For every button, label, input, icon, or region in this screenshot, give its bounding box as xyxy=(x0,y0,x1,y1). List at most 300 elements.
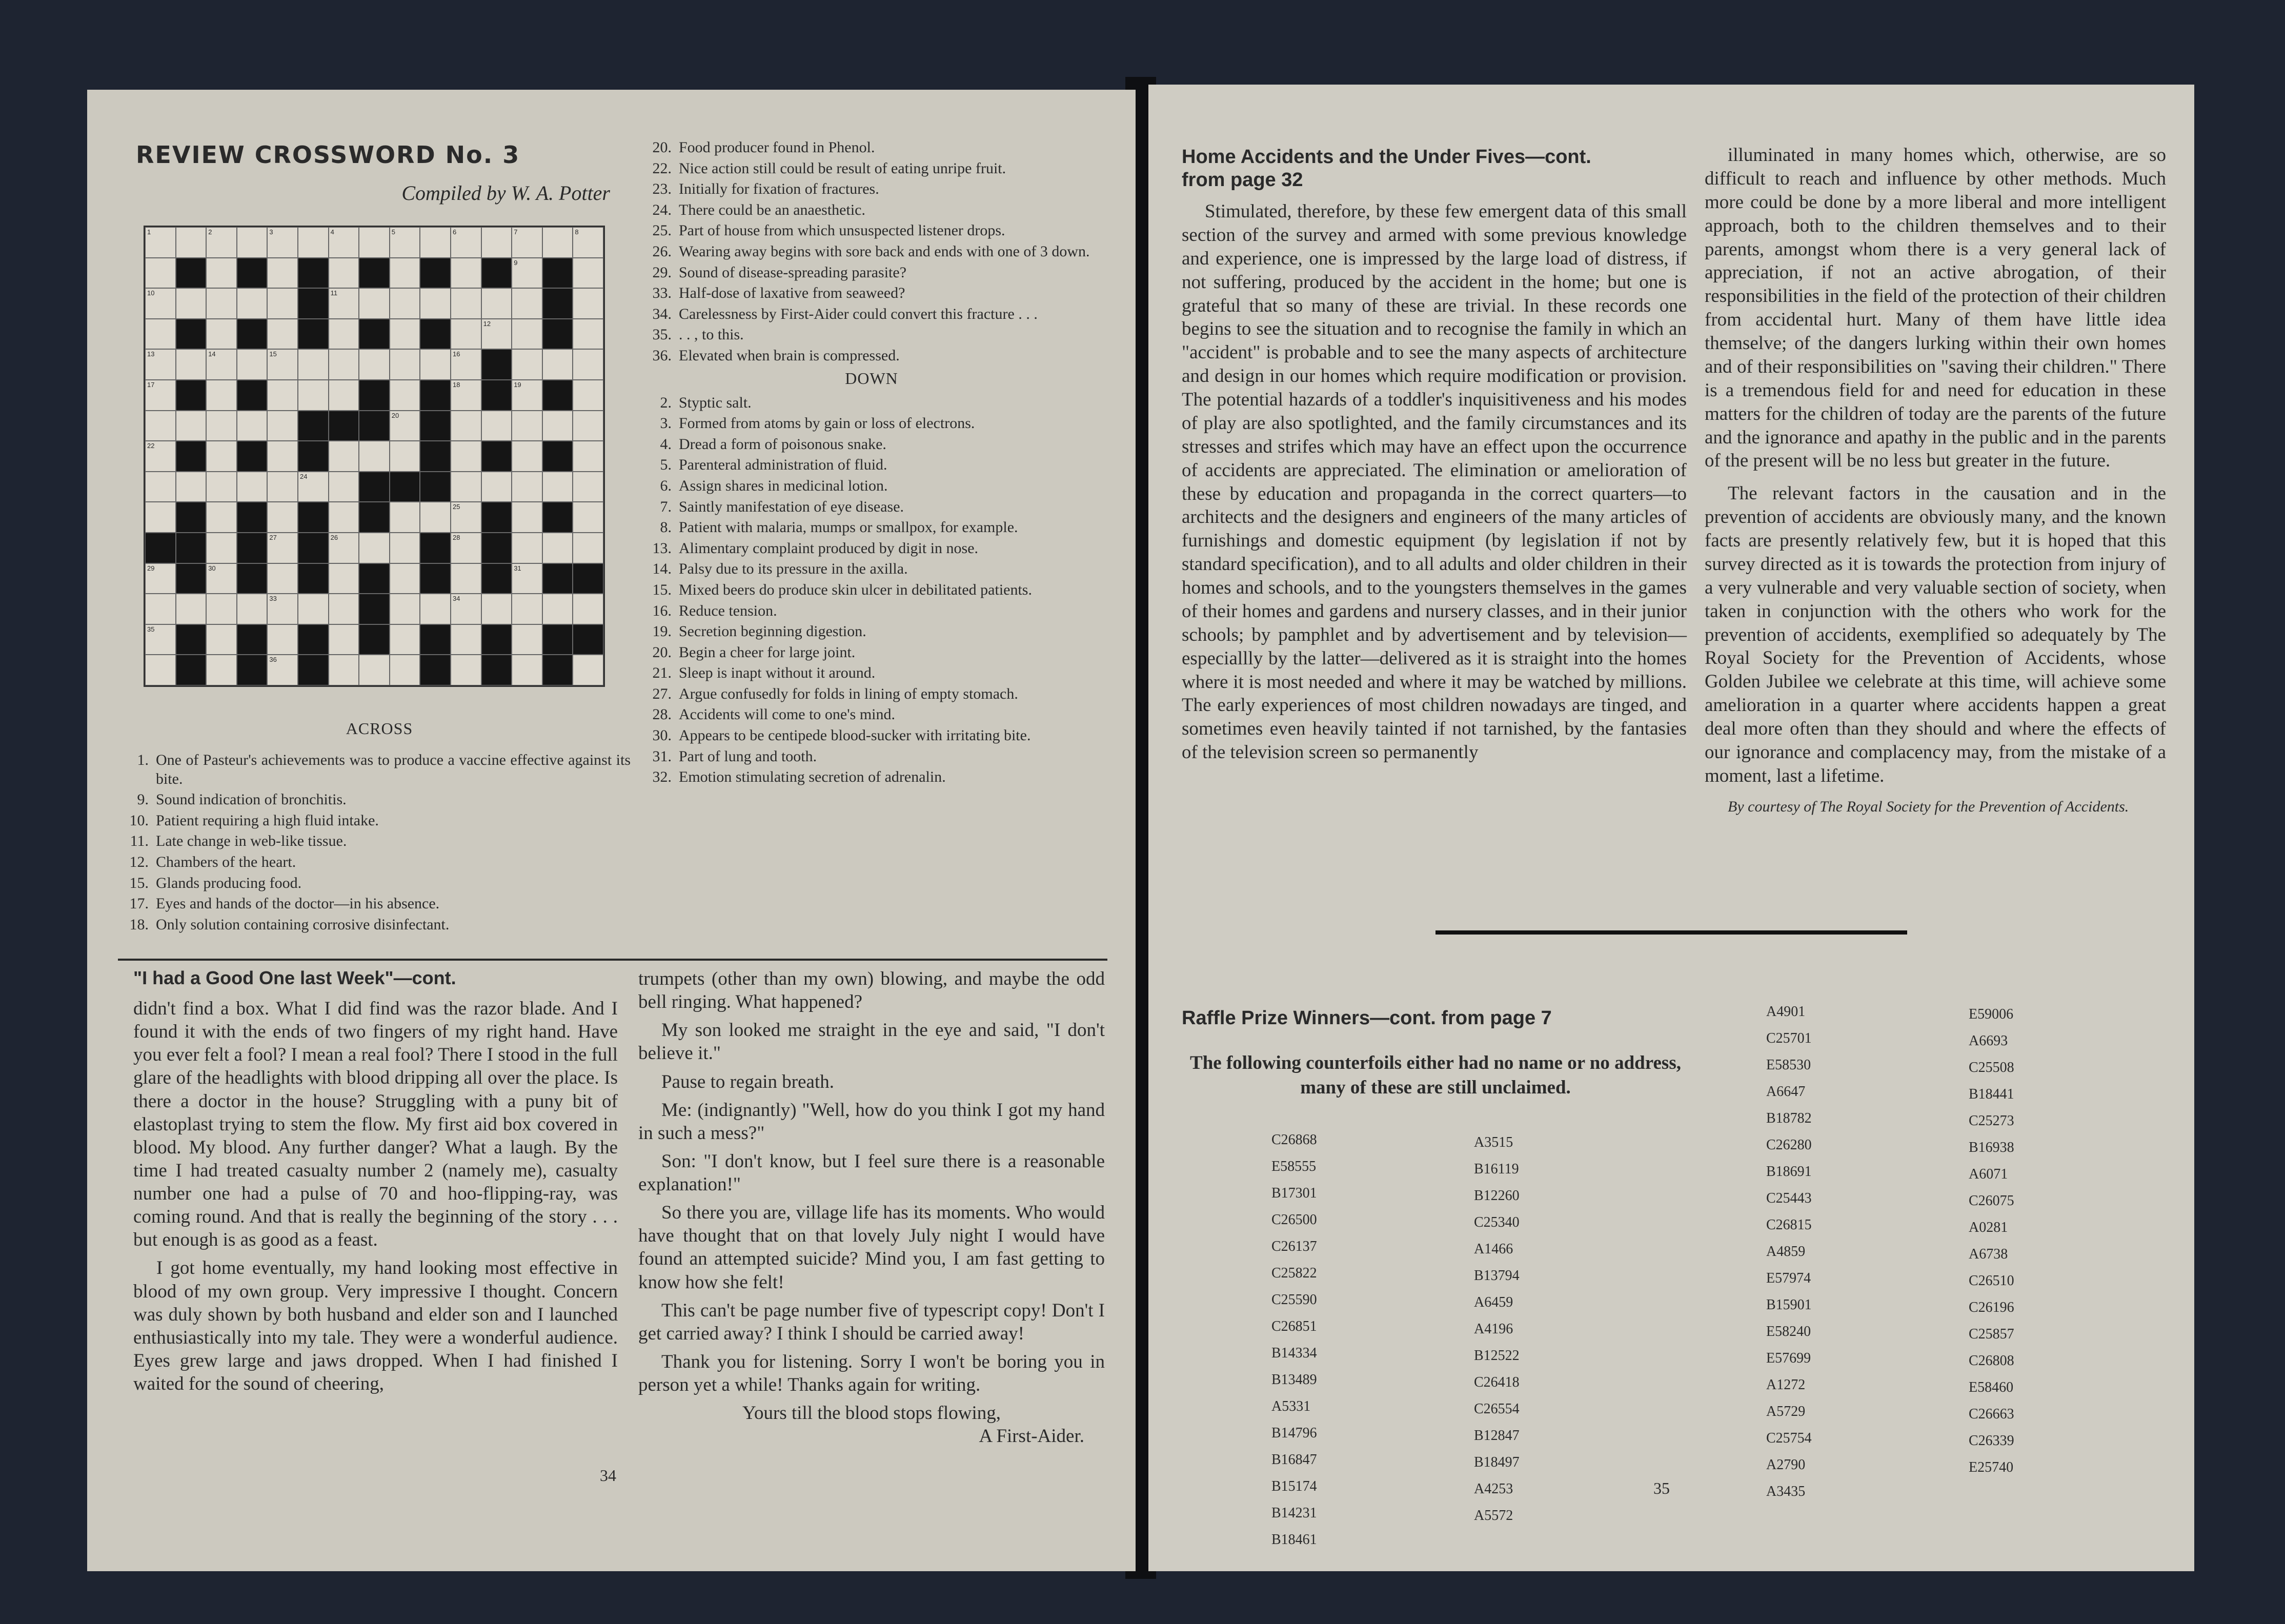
grid-cell[interactable] xyxy=(145,655,176,685)
grid-block xyxy=(298,288,329,319)
grid-cell[interactable] xyxy=(237,411,268,441)
grid-cell[interactable] xyxy=(267,288,298,319)
grid-block xyxy=(298,411,329,441)
grid-cell[interactable] xyxy=(206,258,237,289)
grid-cell[interactable] xyxy=(206,472,237,502)
grid-block xyxy=(359,563,390,594)
clue-number: 11. xyxy=(130,833,149,850)
grid-cell[interactable] xyxy=(298,349,329,380)
grid-cell[interactable] xyxy=(359,533,390,563)
grid-block xyxy=(542,441,573,472)
clue xyxy=(641,643,1102,662)
grid-cell[interactable] xyxy=(267,258,298,289)
clue xyxy=(118,832,631,851)
grid-cell[interactable] xyxy=(329,380,359,411)
grid-cell[interactable] xyxy=(390,319,420,350)
counterfoil-code: A6738 xyxy=(1969,1246,2008,1262)
counterfoil-code: C26137 xyxy=(1271,1239,1317,1254)
clue xyxy=(641,180,1102,199)
clue-text: Late change in web-like tissue. xyxy=(156,833,347,850)
counterfoil-code: C25822 xyxy=(1271,1265,1317,1281)
grid-cell[interactable] xyxy=(267,472,298,502)
grid-cell[interactable] xyxy=(390,227,420,258)
grid-cell[interactable] xyxy=(573,655,603,685)
home-accidents-column-2 xyxy=(1705,144,2166,825)
cell-number: 7 xyxy=(514,228,518,236)
cell-number: 30 xyxy=(208,564,216,572)
grid-cell[interactable] xyxy=(451,411,481,441)
grid-cell[interactable] xyxy=(267,624,298,655)
counterfoil-code: B18782 xyxy=(1766,1110,1812,1126)
clue-text: Reduce tension. xyxy=(679,602,777,619)
grid-block xyxy=(237,380,268,411)
grid-cell[interactable] xyxy=(206,655,237,685)
grid-block xyxy=(298,502,329,533)
page-number-left: 34 xyxy=(600,1466,616,1485)
grid-cell[interactable] xyxy=(451,319,481,350)
grid-cell[interactable] xyxy=(451,380,481,411)
counterfoil-code: A4196 xyxy=(1474,1321,1513,1337)
clue-text: Sound indication of bronchitis. xyxy=(156,791,347,808)
counterfoil-code: A6693 xyxy=(1969,1033,2008,1049)
grid-cell[interactable] xyxy=(298,227,329,258)
counterfoil-code: C26339 xyxy=(1969,1433,2014,1449)
clue-number: 31. xyxy=(652,747,672,765)
grid-cell[interactable] xyxy=(329,258,359,289)
grid-cell[interactable] xyxy=(145,258,176,289)
grid-cell[interactable] xyxy=(451,533,481,563)
clue xyxy=(641,622,1102,641)
clue-text: Initially for fixation of fractures. xyxy=(679,180,879,198)
clue-number: 19. xyxy=(652,623,672,640)
grid-block xyxy=(542,319,573,350)
grid-cell[interactable] xyxy=(451,655,481,685)
grid-block xyxy=(237,258,268,289)
cell-number: 24 xyxy=(299,472,308,480)
clue xyxy=(118,811,631,830)
grid-cell[interactable] xyxy=(420,227,451,258)
grid-cell[interactable] xyxy=(176,594,207,624)
grid-cell[interactable] xyxy=(512,349,542,380)
clue xyxy=(641,664,1102,683)
grid-cell[interactable] xyxy=(145,563,176,594)
cell-number: 6 xyxy=(452,228,457,236)
grid-cell[interactable] xyxy=(206,227,237,258)
grid-cell[interactable] xyxy=(542,533,573,563)
grid-cell[interactable] xyxy=(512,502,542,533)
clue-number: 20. xyxy=(652,139,672,156)
grid-block xyxy=(359,472,390,502)
across-heading: ACROSS xyxy=(346,719,413,738)
grid-cell[interactable] xyxy=(390,655,420,685)
grid-block xyxy=(298,533,329,563)
clue-text: Part of lung and tooth. xyxy=(679,747,817,765)
clue xyxy=(641,581,1102,600)
grid-cell[interactable] xyxy=(390,411,420,441)
grid-cell[interactable] xyxy=(298,380,329,411)
grid-cell[interactable] xyxy=(145,472,176,502)
left-page xyxy=(87,90,1136,1571)
clue-number: 23. xyxy=(652,180,672,198)
cell-number: 35 xyxy=(147,625,155,633)
grid-cell[interactable] xyxy=(390,624,420,655)
grid-cell[interactable] xyxy=(267,227,298,258)
counterfoil-code: B14796 xyxy=(1271,1425,1317,1441)
grid-cell[interactable] xyxy=(481,227,512,258)
grid-cell[interactable] xyxy=(451,288,481,319)
grid-cell[interactable] xyxy=(267,563,298,594)
counterfoil-code: E57699 xyxy=(1766,1350,1811,1366)
grid-cell[interactable] xyxy=(329,502,359,533)
grid-block xyxy=(298,258,329,289)
paragraph: Me: (indignantly) "Well, how do you think I got my hand in such a mess?" xyxy=(638,1099,1105,1144)
grid-cell[interactable] xyxy=(329,594,359,624)
paragraph: This can't be page number five of typescript copy! Don't I get carried away? I think I should be carried away! xyxy=(638,1300,1105,1344)
clue xyxy=(641,394,1102,413)
grid-cell[interactable] xyxy=(512,380,542,411)
counterfoil-code: B14334 xyxy=(1271,1345,1317,1361)
grid-cell[interactable] xyxy=(206,319,237,350)
grid-cell[interactable] xyxy=(390,441,420,472)
paragraph: So there you are, village life has its moments. Who would have thought that on that lovely July night I would have found an attempted suicide? Mind you, I am fast getting to know how she felt! xyxy=(638,1202,1105,1293)
grid-cell[interactable] xyxy=(145,502,176,533)
grid-cell[interactable] xyxy=(512,258,542,289)
clue-text: Sound of disease-spreading parasite? xyxy=(679,263,907,281)
grid-cell[interactable] xyxy=(481,472,512,502)
grid-block xyxy=(359,380,390,411)
grid-cell[interactable] xyxy=(329,624,359,655)
grid-cell[interactable] xyxy=(542,227,573,258)
grid-cell[interactable] xyxy=(481,594,512,624)
grid-cell[interactable] xyxy=(573,411,603,441)
grid-block xyxy=(420,533,451,563)
grid-cell[interactable] xyxy=(145,319,176,350)
grid-cell[interactable] xyxy=(512,624,542,655)
grid-cell[interactable] xyxy=(298,472,329,502)
grid-cell[interactable] xyxy=(573,502,603,533)
clue-text: One of Pasteur's achievements was to produce a vaccine effective against its bite. xyxy=(156,752,631,787)
clue xyxy=(118,790,631,809)
clue xyxy=(641,305,1102,324)
counterfoil-code: A5331 xyxy=(1271,1398,1311,1414)
grid-cell[interactable] xyxy=(420,502,451,533)
clue-number: 18. xyxy=(129,916,149,933)
grid-cell[interactable] xyxy=(329,319,359,350)
grid-cell[interactable] xyxy=(176,472,207,502)
clue-number: 27. xyxy=(652,685,672,702)
grid-cell[interactable] xyxy=(451,472,481,502)
counterfoil-code: C26196 xyxy=(1969,1300,2014,1315)
grid-cell[interactable] xyxy=(573,441,603,472)
grid-cell[interactable] xyxy=(206,563,237,594)
grid-cell[interactable] xyxy=(512,319,542,350)
grid-cell[interactable] xyxy=(237,594,268,624)
right-page xyxy=(1148,85,2194,1571)
grid-block xyxy=(298,655,329,685)
grid-cell[interactable] xyxy=(145,441,176,472)
grid-cell[interactable] xyxy=(390,288,420,319)
grid-cell[interactable] xyxy=(145,227,176,258)
grid-cell[interactable] xyxy=(573,288,603,319)
grid-cell[interactable] xyxy=(359,349,390,380)
counterfoil-code: E58530 xyxy=(1766,1057,1811,1073)
counterfoil-code: A3515 xyxy=(1474,1134,1513,1150)
clue xyxy=(641,242,1102,261)
grid-cell[interactable] xyxy=(329,441,359,472)
grid-cell[interactable] xyxy=(267,594,298,624)
grid-block xyxy=(573,563,603,594)
grid-cell[interactable] xyxy=(512,411,542,441)
grid-cell[interactable] xyxy=(237,227,268,258)
grid-cell[interactable] xyxy=(451,258,481,289)
cell-number: 1 xyxy=(147,228,151,236)
grid-cell[interactable] xyxy=(512,533,542,563)
grid-cell[interactable] xyxy=(359,441,390,472)
clue xyxy=(641,560,1102,579)
cell-number: 19 xyxy=(514,380,521,389)
grid-cell[interactable] xyxy=(573,533,603,563)
cell-number: 25 xyxy=(452,503,460,511)
clue-number: 32. xyxy=(652,768,672,786)
clue xyxy=(641,347,1102,366)
grid-cell[interactable] xyxy=(420,594,451,624)
grid-cell[interactable] xyxy=(573,472,603,502)
counterfoil-code: C26808 xyxy=(1969,1353,2014,1369)
clue-text: Styptic salt. xyxy=(679,394,752,411)
counterfoil-code: A4901 xyxy=(1766,1004,1806,1020)
grid-cell[interactable] xyxy=(451,502,481,533)
counterfoil-code: C26418 xyxy=(1474,1374,1520,1390)
clue-text: Chambers of the heart. xyxy=(156,853,296,870)
grid-cell[interactable] xyxy=(481,411,512,441)
grid-cell[interactable] xyxy=(145,380,176,411)
cell-number: 29 xyxy=(147,564,155,572)
grid-block xyxy=(481,441,512,472)
grid-block xyxy=(237,319,268,350)
grid-cell[interactable] xyxy=(542,472,573,502)
grid-cell[interactable] xyxy=(451,594,481,624)
counterfoil-code: C26554 xyxy=(1474,1401,1520,1417)
grid-cell[interactable] xyxy=(237,349,268,380)
grid-cell[interactable] xyxy=(451,349,481,380)
grid-cell[interactable] xyxy=(206,288,237,319)
grid-cell[interactable] xyxy=(329,655,359,685)
grid-cell[interactable] xyxy=(145,349,176,380)
grid-cell[interactable] xyxy=(481,288,512,319)
grid-cell[interactable] xyxy=(573,227,603,258)
clue-text: Patient with malaria, mumps or smallpox, for example. xyxy=(679,519,1018,536)
grid-cell[interactable] xyxy=(481,319,512,350)
clue-number: 14. xyxy=(652,560,672,578)
counterfoil-code: A0281 xyxy=(1969,1220,2008,1235)
grid-block xyxy=(359,624,390,655)
grid-cell[interactable] xyxy=(390,533,420,563)
grid-cell[interactable] xyxy=(512,441,542,472)
clue xyxy=(641,602,1102,621)
grid-cell[interactable] xyxy=(420,349,451,380)
grid-cell[interactable] xyxy=(267,533,298,563)
crossword-credit: Compiled by W. A. Potter xyxy=(401,181,610,205)
grid-cell[interactable] xyxy=(267,349,298,380)
counterfoil-code: A1272 xyxy=(1766,1377,1806,1393)
grid-cell[interactable] xyxy=(329,227,359,258)
grid-cell[interactable] xyxy=(359,227,390,258)
grid-cell[interactable] xyxy=(206,380,237,411)
clue-text: Parenteral administration of fluid. xyxy=(679,456,887,474)
counterfoil-code: C26510 xyxy=(1969,1273,2014,1289)
grid-cell[interactable] xyxy=(542,411,573,441)
grid-cell[interactable] xyxy=(573,319,603,350)
clue-number: 4. xyxy=(660,435,672,453)
grid-cell[interactable] xyxy=(206,411,237,441)
grid-cell[interactable] xyxy=(420,288,451,319)
clue-number: 13. xyxy=(652,539,672,557)
grid-cell[interactable] xyxy=(451,441,481,472)
cell-number: 31 xyxy=(514,564,521,572)
grid-cell[interactable] xyxy=(390,349,420,380)
clue xyxy=(641,284,1102,303)
cell-number: 28 xyxy=(452,533,460,541)
grid-block xyxy=(176,533,207,563)
grid-block xyxy=(237,563,268,594)
grid-cell[interactable] xyxy=(329,472,359,502)
clue-number: 33. xyxy=(652,285,672,302)
paragraph: didn't find a box. What I did find was the razor blade. And I found it with the ends of two fingers of my right hand. Have you ever felt a fool? I mean a real fool? There I stood in the full glare of the headlights with blood dripping all over the place. Is there a doctor in the house? Struggling with a puny bit of elastoplast trying to stem the flow. My first aid box covered in blood. My blood. Any further danger? What a laugh. By the time I had treated casualty number 2 (namely me), casualty number one had a pulse of 70 and hoo-flipping-ray, was coming round. And that is really the beginning of the story . . . but enough is as good as a feast. xyxy=(133,998,618,1251)
grid-cell[interactable] xyxy=(176,227,207,258)
grid-cell[interactable] xyxy=(206,624,237,655)
grid-cell[interactable] xyxy=(451,563,481,594)
grid-cell[interactable] xyxy=(206,502,237,533)
grid-cell[interactable] xyxy=(573,349,603,380)
counterfoil-code: C26663 xyxy=(1969,1406,2014,1422)
grid-cell[interactable] xyxy=(359,288,390,319)
courtesy-credit: By courtesy of The Royal Society for the Prevention of Accidents. xyxy=(1728,798,2129,815)
counterfoil-code: B16119 xyxy=(1474,1161,1519,1177)
clue-text: Patient requiring a high fluid intake. xyxy=(156,811,379,829)
counterfoil-code: A6459 xyxy=(1474,1294,1513,1310)
grid-cell[interactable] xyxy=(145,288,176,319)
grid-cell[interactable] xyxy=(390,502,420,533)
clue xyxy=(641,201,1102,220)
grid-cell[interactable] xyxy=(512,563,542,594)
grid-cell[interactable] xyxy=(329,563,359,594)
clue xyxy=(641,263,1102,282)
cell-number: 8 xyxy=(575,228,579,236)
grid-cell[interactable] xyxy=(176,349,207,380)
grid-cell[interactable] xyxy=(390,380,420,411)
grid-cell[interactable] xyxy=(512,655,542,685)
grid-cell[interactable] xyxy=(390,258,420,289)
grid-cell[interactable] xyxy=(390,594,420,624)
grid-cell[interactable] xyxy=(267,319,298,350)
clue-text: Alimentary complaint produced by digit in nose. xyxy=(679,539,979,557)
grid-cell[interactable] xyxy=(145,411,176,441)
counterfoil-code: C25340 xyxy=(1474,1214,1520,1230)
grid-cell[interactable] xyxy=(267,441,298,472)
grid-cell[interactable] xyxy=(542,349,573,380)
grid-cell[interactable] xyxy=(512,594,542,624)
counterfoil-code: A4859 xyxy=(1766,1244,1806,1260)
grid-cell[interactable] xyxy=(206,441,237,472)
clue xyxy=(641,768,1102,787)
counterfoil-code: A2790 xyxy=(1766,1457,1806,1473)
grid-block xyxy=(359,319,390,350)
clue xyxy=(641,159,1102,178)
cell-number: 36 xyxy=(269,656,277,664)
grid-cell[interactable] xyxy=(329,533,359,563)
page-number-right: 35 xyxy=(1653,1479,1670,1497)
counterfoil-code: B18441 xyxy=(1969,1086,2014,1102)
grid-cell[interactable] xyxy=(176,288,207,319)
counterfoil-code: C25754 xyxy=(1766,1430,1812,1446)
grid-block xyxy=(329,411,359,441)
clue-number: 3. xyxy=(660,415,672,432)
grid-cell[interactable] xyxy=(573,380,603,411)
grid-block xyxy=(298,319,329,350)
grid-block xyxy=(542,624,573,655)
grid-cell[interactable] xyxy=(267,655,298,685)
cell-number: 10 xyxy=(147,289,155,297)
raffle-codes-column-4 xyxy=(1969,1007,2014,1487)
grid-block xyxy=(298,624,329,655)
grid-cell[interactable] xyxy=(206,533,237,563)
clue-text: Formed from atoms by gain or loss of electrons. xyxy=(679,415,975,432)
grid-cell[interactable] xyxy=(145,624,176,655)
grid-cell[interactable] xyxy=(542,594,573,624)
grid-cell[interactable] xyxy=(329,288,359,319)
counterfoil-code: C25590 xyxy=(1271,1292,1317,1308)
counterfoil-code: E58240 xyxy=(1766,1324,1811,1339)
cell-number: 4 xyxy=(330,228,334,236)
grid-cell[interactable] xyxy=(267,411,298,441)
grid-cell[interactable] xyxy=(359,655,390,685)
clue-text: . . , to this. xyxy=(679,326,744,343)
paragraph: Stimulated, therefore, by these few emergent data of this small section of the survey and armed with some previous knowledge and experience, one is impressed by the large load of distress, if not suffering, produced by the accident in the home; but one is grateful that so many of these are trivial. In these records one begins to see the situation and to recognise the family in which an "accident" is probable and to see the many aspects of architecture and design in our homes which require modification or provision. The potential hazards of a toddler's inquisitiveness and his modes of play are also spotlighted, and the family circumstances and its stresses and strifes which may have an effect upon the occurrence of accidents are appreciated. The elimination or amelioration of these by education and propaganda in the correct quarters—to architects and the designers and engineers of the many articles of furnishings and domestic equipment (by legislation if not by standard specification), and to all adults and older children in their homes and schools, and to the youngsters themselves in the games of their homes and gardens and nursery classes, and in their junior schools; by pamphlet and by advertisement and by television—especiallly by the latter—delivered as it is straight into the homes where it is most needed and where it may be watched by millions. The early experiences of most children nowadays are tinged, and sometimes even heavily tainted if not tarnished, by the fantasies of the television screen so permanently xyxy=(1182,201,1687,763)
clue-number: 26. xyxy=(652,242,672,260)
clue-text: Half-dose of laxative from seaweed? xyxy=(679,285,905,302)
counterfoil-code: C25508 xyxy=(1969,1060,2014,1075)
grid-cell[interactable] xyxy=(237,288,268,319)
grid-cell[interactable] xyxy=(512,288,542,319)
clue-number: 16. xyxy=(652,602,672,619)
grid-cell[interactable] xyxy=(512,227,542,258)
crossword-grid[interactable] xyxy=(144,226,605,687)
clue-number: 7. xyxy=(660,498,672,515)
cell-number: 5 xyxy=(391,228,396,236)
grid-cell[interactable] xyxy=(390,563,420,594)
grid-cell[interactable] xyxy=(451,227,481,258)
grid-cell[interactable] xyxy=(573,258,603,289)
grid-cell[interactable] xyxy=(206,594,237,624)
grid-cell[interactable] xyxy=(329,349,359,380)
grid-cell[interactable] xyxy=(267,502,298,533)
grid-cell[interactable] xyxy=(298,594,329,624)
grid-cell[interactable] xyxy=(573,594,603,624)
clue-number: 15. xyxy=(129,874,149,891)
grid-block xyxy=(359,594,390,624)
grid-block xyxy=(542,380,573,411)
grid-cell[interactable] xyxy=(237,472,268,502)
grid-cell[interactable] xyxy=(267,380,298,411)
counterfoil-code: E25740 xyxy=(1969,1459,2014,1475)
grid-cell[interactable] xyxy=(512,472,542,502)
grid-cell[interactable] xyxy=(176,411,207,441)
home-accidents-column-1 xyxy=(1182,200,1687,774)
grid-cell[interactable] xyxy=(206,349,237,380)
grid-cell[interactable] xyxy=(145,594,176,624)
grid-block xyxy=(359,502,390,533)
grid-cell[interactable] xyxy=(451,624,481,655)
